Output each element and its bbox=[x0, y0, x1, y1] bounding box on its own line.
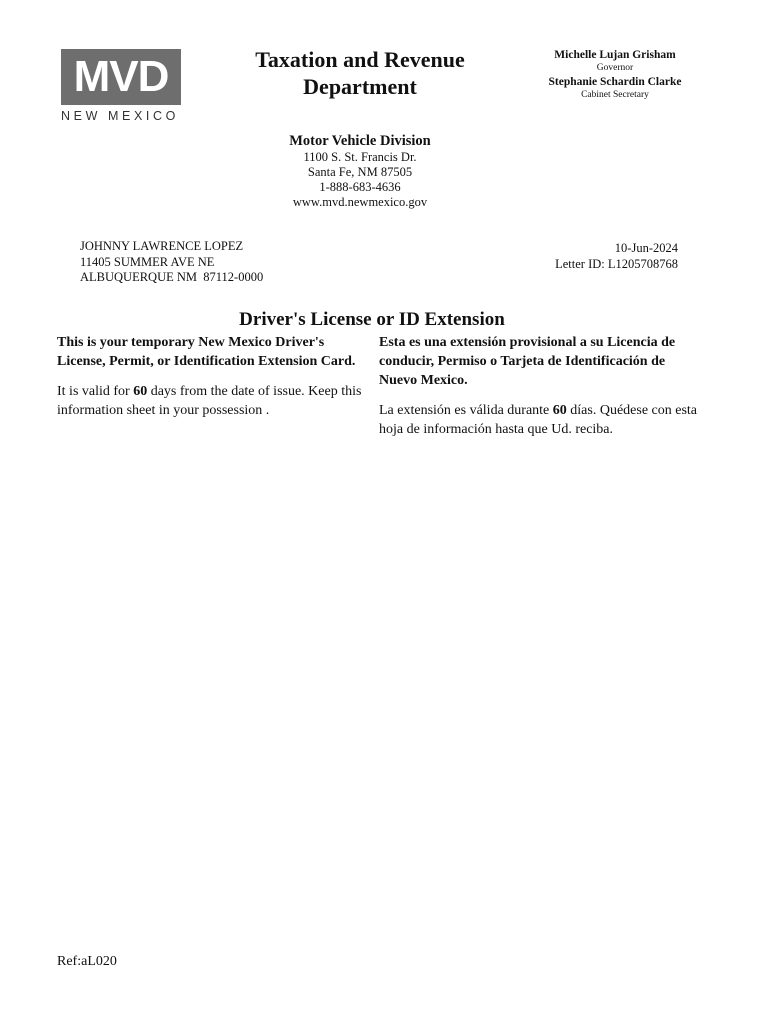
letter-meta bbox=[555, 240, 678, 272]
mvd-logo bbox=[61, 49, 181, 123]
department-title-line1: Taxation and Revenue bbox=[255, 47, 465, 72]
logo-mark: MVD bbox=[61, 49, 181, 105]
english-column bbox=[57, 333, 367, 420]
division-phone: 1-888-683-4636 bbox=[319, 180, 401, 194]
governor-name: Michelle Lujan Grisham bbox=[554, 49, 676, 61]
spanish-column bbox=[379, 333, 697, 439]
division-website: www.mvd.newmexico.gov bbox=[292, 195, 428, 209]
division-address bbox=[240, 132, 480, 210]
recipient-street: 11405 SUMMER AVE NE bbox=[80, 254, 215, 269]
english-days: 60 bbox=[133, 384, 148, 399]
recipient-address bbox=[80, 239, 263, 286]
spanish-body-after: días. Quédese con esta hoja de información hasta que Ud. reciba. bbox=[379, 403, 698, 437]
english-body-after: days from the date of issue. Keep this information sheet in your possession . bbox=[57, 384, 362, 418]
spanish-body-before: La extensión es válida durante bbox=[379, 403, 553, 418]
division-name: Motor Vehicle Division bbox=[289, 133, 431, 149]
division-street: 1100 S. St. Francis Dr. bbox=[303, 150, 417, 164]
letter-date: 10-Jun-2024 bbox=[614, 241, 678, 255]
spanish-body bbox=[379, 401, 697, 439]
recipient-city: ALBUQUERQUE NM 87112-0000 bbox=[80, 270, 264, 284]
recipient-name: JOHNNY LAWRENCE LOPEZ bbox=[80, 239, 244, 253]
english-body-before: It is valid for bbox=[57, 384, 134, 399]
reference-code: Ref:aL020 bbox=[57, 954, 117, 969]
officials-block bbox=[540, 49, 690, 103]
document-heading: Driver's License or ID Extension bbox=[239, 309, 505, 330]
division-city: Santa Fe, NM 87505 bbox=[307, 165, 413, 179]
spanish-lead: Esta es una extensión provisional a su Licencia de conducir, Permiso o Tarjeta de Identificación de Nuevo Mexico. bbox=[379, 335, 676, 388]
english-lead: This is your temporary New Mexico Driver's License, Permit, or Identification Extension Card. bbox=[57, 335, 356, 369]
letter-id: Letter ID: L1205708768 bbox=[555, 257, 678, 271]
department-title bbox=[235, 46, 485, 100]
logo-subtitle: NEW MEXICO bbox=[61, 109, 179, 123]
department-title-line2: Department bbox=[303, 74, 417, 99]
spanish-days: 60 bbox=[552, 403, 567, 418]
governor-title: Governor bbox=[596, 63, 634, 73]
english-body bbox=[57, 382, 367, 420]
secretary-name: Stephanie Schardin Clarke bbox=[548, 76, 682, 88]
secretary-title: Cabinet Secretary bbox=[581, 90, 649, 100]
